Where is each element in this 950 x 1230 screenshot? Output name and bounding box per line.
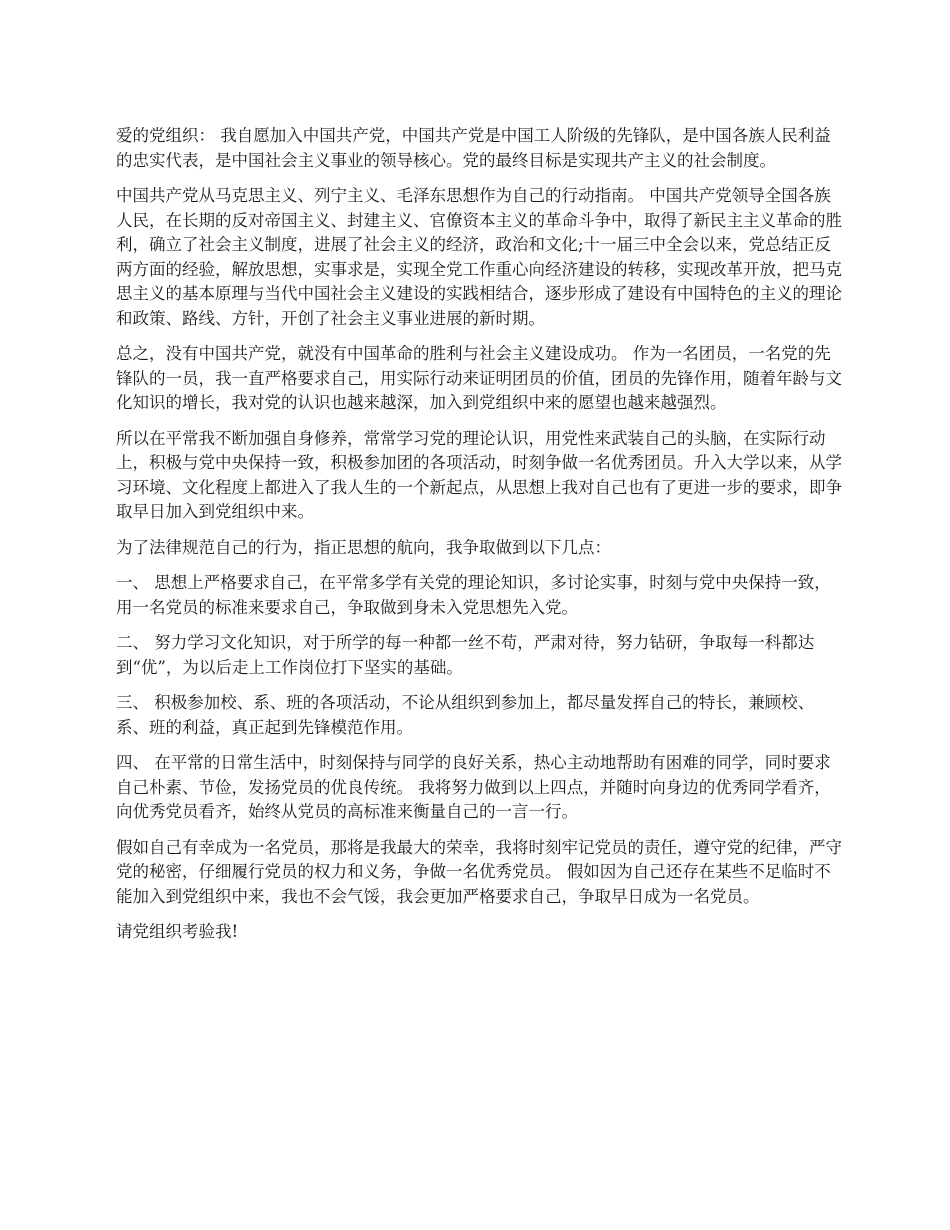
paragraph-guiding-ideology: 中国共产党从马克思主义、列宁主义、毛泽东思想作为自己的行动指南。 中国共产党领导全国各族人民，在长期的反对帝国主义、封建主义、官僚资本主义的革命斗争中，取得了新民主主义革命的胜利，确立了社会主义制度，进展了社会主义的经济，政治和文化;十一届三中全会以来，党总结正反两方面的经验，解放思想，实事求是，实现全党工作重心向经济建设的转移，实现改革开放，把马克思主义的基本原理与当代中国社会主义建设的实践相结合，逐步形成了建设有中国特色的主义的理论和政策、路线、方针，开创了社会主义事业进展的新时期。: [116, 186, 842, 328]
paragraph-self-cultivation: 所以在平常我不断加强自身修养，常常学习党的理论认识，用党性来武装自己的头脑，在实际行动上，积极与党中央保持一致，积极参加团的各项活动，时刻争做一名优秀团员。升入大学以来，从学习环境、文化程度上都进入了我人生的一个新起点，从思想上我对自己也有了更进一步的要求，即争取早日加入到党组织中来。: [116, 428, 842, 521]
paragraph-point-four: 四、 在平常的日常生活中，时刻保持与同学的良好关系，热心主动地帮助有困难的同学，同时要求自己朴素、节俭，发扬党员的优良传统。 我将努力做到以上四点，并随时向身边的优秀同学看齐，向优秀党员看齐，始终从党员的高标准来衡量自己的一言一行。: [116, 753, 831, 821]
paragraph-closing: 请党组织考验我!: [116, 922, 239, 941]
paragraph-point-three: 三、 积极参加校、系、班的各项活动，不论从组织到参加上，都尽量发挥自己的特长，兼顾校、系、班的利益，真正起到先锋模范作用。: [116, 693, 815, 737]
paragraph-salutation-intro: 爱的党组织： 我自愿加入中国共产党，中国共产党是中国工人阶级的先锋队，是中国各族人民利益的忠实代表，是中国社会主义事业的领导核心。党的最终目标是实现共产主义的社会制度。: [116, 126, 831, 170]
paragraph-resolution: 假如自己有幸成为一名党员，那将是我最大的荣幸，我将时刻牢记党员的责任，遵守党的纪律，严守党的秘密，仔细履行党员的权力和义务，争做一名优秀党员。 假如因为自己还存在某些不足临时不能加入到党组织中来，我也不会气馁，我会更加严格要求自己，争取早日成为一名党员。: [116, 837, 842, 906]
paragraph-point-one: 一、 思想上严格要求自己，在平常多学有关党的理论知识，多讨论实事，时刻与党中央保持一致，用一名党员的标准来要求自己，争取做到身未入党思想先入党。: [116, 573, 831, 617]
paragraph-personal-commitment: 总之，没有中国共产党，就没有中国革命的胜利与社会主义建设成功。 作为一名团员，一名党的先锋队的一员，我一直严格要求自己，用实际行动来证明团员的价值，团员的先锋作用，随着年龄与文化知识的增长，我对党的认识也越来越深，加入到党组织中来的愿望也越来越强烈。: [116, 344, 842, 412]
paragraph-goals-intro: 为了法律规范自己的行为，指正思想的航向，我争取做到以下几点：: [116, 537, 611, 557]
paragraph-point-two: 二、 努力学习文化知识，对于所学的每一种都一丝不苟，严肃对待，努力钻研，争取每一科都达到“优”，为以后走上工作岗位打下坚实的基础。: [116, 633, 815, 677]
document-page: [116, 124, 842, 956]
